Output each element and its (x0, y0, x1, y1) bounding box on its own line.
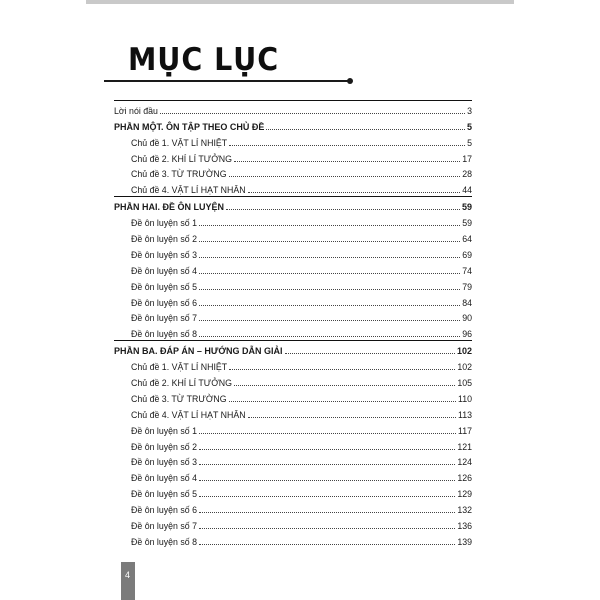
toc-entry-page-number: 69 (462, 249, 472, 260)
dot-leader (285, 352, 455, 354)
toc-entry-page-number: 129 (457, 489, 472, 500)
toc-entry[interactable] (114, 261, 472, 277)
toc-entry-page-number: 126 (457, 473, 472, 484)
dot-leader (226, 208, 460, 210)
toc-entry-label: Chủ đề 4. VẬT LÍ HẠT NHÂN (131, 185, 246, 196)
toc-entry-page-number: 90 (462, 313, 472, 324)
title-underline-dot (347, 78, 353, 84)
toc-entry-label: PHẦN BA. ĐÁP ÁN – HƯỚNG DẪN GIẢI (114, 346, 283, 357)
toc-section (114, 340, 472, 548)
dot-leader (199, 479, 455, 481)
toc-entry-page-number: 113 (457, 409, 472, 420)
toc-entry-label: Chủ đề 4. VẬT LÍ HẠT NHÂN (131, 409, 246, 420)
toc-entry-label: Đề ôn luyện số 5 (131, 281, 198, 292)
dot-leader (199, 511, 455, 513)
toc-entry-label: Chủ đề 1. VẬT LÍ NHIỆT (131, 362, 228, 373)
toc-entry[interactable] (114, 532, 472, 548)
dot-leader (199, 256, 460, 258)
toc-entry[interactable] (114, 324, 472, 340)
toc-entry-page-number: 59 (461, 202, 472, 213)
toc-part-entry[interactable] (114, 197, 472, 213)
toc-entry-page-number: 121 (457, 441, 472, 452)
toc-entry-page-number: 74 (462, 265, 472, 276)
toc-entry[interactable] (114, 277, 472, 293)
toc-entry-page-number: 139 (457, 536, 472, 547)
toc-entry-label: Đề ôn luyện số 6 (131, 505, 198, 516)
toc-entry[interactable] (114, 468, 472, 484)
toc-entry[interactable] (114, 213, 472, 229)
dot-leader (199, 432, 456, 434)
toc-entry[interactable] (114, 180, 472, 196)
toc-entry[interactable] (114, 389, 472, 405)
toc-entry-page-number: 96 (462, 329, 472, 340)
toc-entry[interactable] (114, 101, 472, 117)
toc-entry-label: Đề ôn luyện số 3 (131, 249, 198, 260)
top-border-rule (86, 0, 514, 4)
toc-entry-page-number: 59 (462, 218, 472, 229)
dot-leader (234, 384, 455, 386)
dot-leader (229, 144, 465, 146)
toc-entry-page-number: 102 (457, 362, 472, 373)
toc-entry-page-number: 102 (456, 346, 472, 357)
toc-entry-label: Đề ôn luyện số 8 (131, 329, 198, 340)
dot-leader (199, 495, 455, 497)
toc-entry[interactable] (114, 421, 472, 437)
toc-entry-label: Đề ôn luyện số 5 (131, 489, 198, 500)
toc-entry-page-number: 132 (457, 505, 472, 516)
toc-entry-page-number: 79 (462, 281, 472, 292)
toc-entry-page-number: 44 (462, 185, 472, 196)
toc-entry[interactable] (114, 165, 472, 181)
toc-entry[interactable] (114, 293, 472, 309)
toc-entry-page-number: 110 (457, 393, 472, 404)
toc-entry-label: Đề ôn luyện số 4 (131, 473, 198, 484)
dot-leader (160, 112, 465, 114)
toc-entry[interactable] (114, 516, 472, 532)
dot-leader (248, 191, 461, 193)
toc-entry[interactable] (114, 437, 472, 453)
toc-section (114, 100, 472, 196)
toc-entry[interactable] (114, 405, 472, 421)
toc-entry-label: Chủ đề 2. KHÍ LÍ TƯỞNG (131, 378, 232, 389)
toc-entry-label: Đề ôn luyện số 2 (131, 441, 198, 452)
dot-leader (199, 319, 460, 321)
toc-entry-page-number: 136 (457, 521, 472, 532)
dot-leader (199, 463, 455, 465)
toc-entry[interactable] (114, 229, 472, 245)
dot-leader (248, 416, 456, 418)
toc-entry[interactable] (114, 357, 472, 373)
toc-part-entry[interactable] (114, 341, 472, 357)
toc-entry-label: PHẦN HAI. ĐỀ ÔN LUYỆN (114, 202, 225, 213)
page-number-tab (121, 562, 135, 600)
toc-entry-label: Đề ôn luyện số 7 (131, 313, 198, 324)
toc-entry-label: Chủ đề 2. KHÍ LÍ TƯỞNG (131, 153, 232, 164)
toc-entry-page-number: 28 (462, 169, 472, 180)
toc-entry-label: Đề ôn luyện số 3 (131, 457, 198, 468)
toc-entry-page-number: 84 (462, 297, 472, 308)
dot-leader (266, 128, 465, 130)
toc-entry-label: Đề ôn luyện số 6 (131, 297, 198, 308)
toc-entry[interactable] (114, 245, 472, 261)
dot-leader (199, 543, 455, 545)
toc-entry-page-number: 124 (457, 457, 472, 468)
page-title: MỤC LỤC (128, 42, 280, 78)
toc-entry-page-number: 5 (466, 121, 472, 132)
dot-leader (199, 527, 455, 529)
dot-leader (229, 175, 461, 177)
toc-entry[interactable] (114, 453, 472, 469)
dot-leader (199, 224, 460, 226)
toc-entry[interactable] (114, 373, 472, 389)
title-underline (104, 80, 348, 82)
toc-entry-label: Đề ôn luyện số 7 (131, 521, 198, 532)
toc-entry-page-number: 5 (467, 137, 472, 148)
page-number: 4 (125, 570, 131, 580)
dot-leader (199, 335, 460, 337)
toc-entry-page-number: 64 (462, 234, 472, 245)
dot-leader (199, 240, 460, 242)
toc-entry[interactable] (114, 133, 472, 149)
toc-entry-label: Chủ đề 3. TỪ TRƯỜNG (131, 393, 227, 404)
toc-entry-page-number: 3 (467, 105, 472, 116)
toc-entry-page-number: 105 (457, 378, 472, 389)
toc-entry-label: Đề ôn luyện số 1 (131, 425, 198, 436)
toc-entry[interactable] (114, 149, 472, 165)
toc-entry-label: PHẦN MỘT. ÔN TẬP THEO CHỦ ĐỀ (114, 121, 265, 132)
toc-part-entry[interactable] (114, 117, 472, 133)
toc-entry-label: Chủ đề 1. VẬT LÍ NHIỆT (131, 137, 228, 148)
table-of-contents (114, 100, 472, 548)
dot-leader (229, 368, 455, 370)
toc-entry-label: Chủ đề 3. TỪ TRƯỜNG (131, 169, 227, 180)
toc-section (114, 196, 472, 340)
toc-entry[interactable] (114, 500, 472, 516)
toc-entry-label: Đề ôn luyện số 1 (131, 218, 198, 229)
toc-entry[interactable] (114, 484, 472, 500)
toc-entry[interactable] (114, 309, 472, 325)
toc-entry-label: Lời nói đầu (114, 105, 158, 116)
toc-entry-page-number: 17 (462, 153, 472, 164)
dot-leader (234, 160, 460, 162)
toc-entry-label: Đề ôn luyện số 2 (131, 234, 198, 245)
toc-entry-label: Đề ôn luyện số 4 (131, 265, 198, 276)
dot-leader (199, 304, 460, 306)
dot-leader (199, 272, 460, 274)
dot-leader (229, 400, 456, 402)
dot-leader (199, 448, 455, 450)
dot-leader (199, 288, 460, 290)
toc-entry-label: Đề ôn luyện số 8 (131, 536, 198, 547)
toc-entry-page-number: 117 (457, 425, 472, 436)
